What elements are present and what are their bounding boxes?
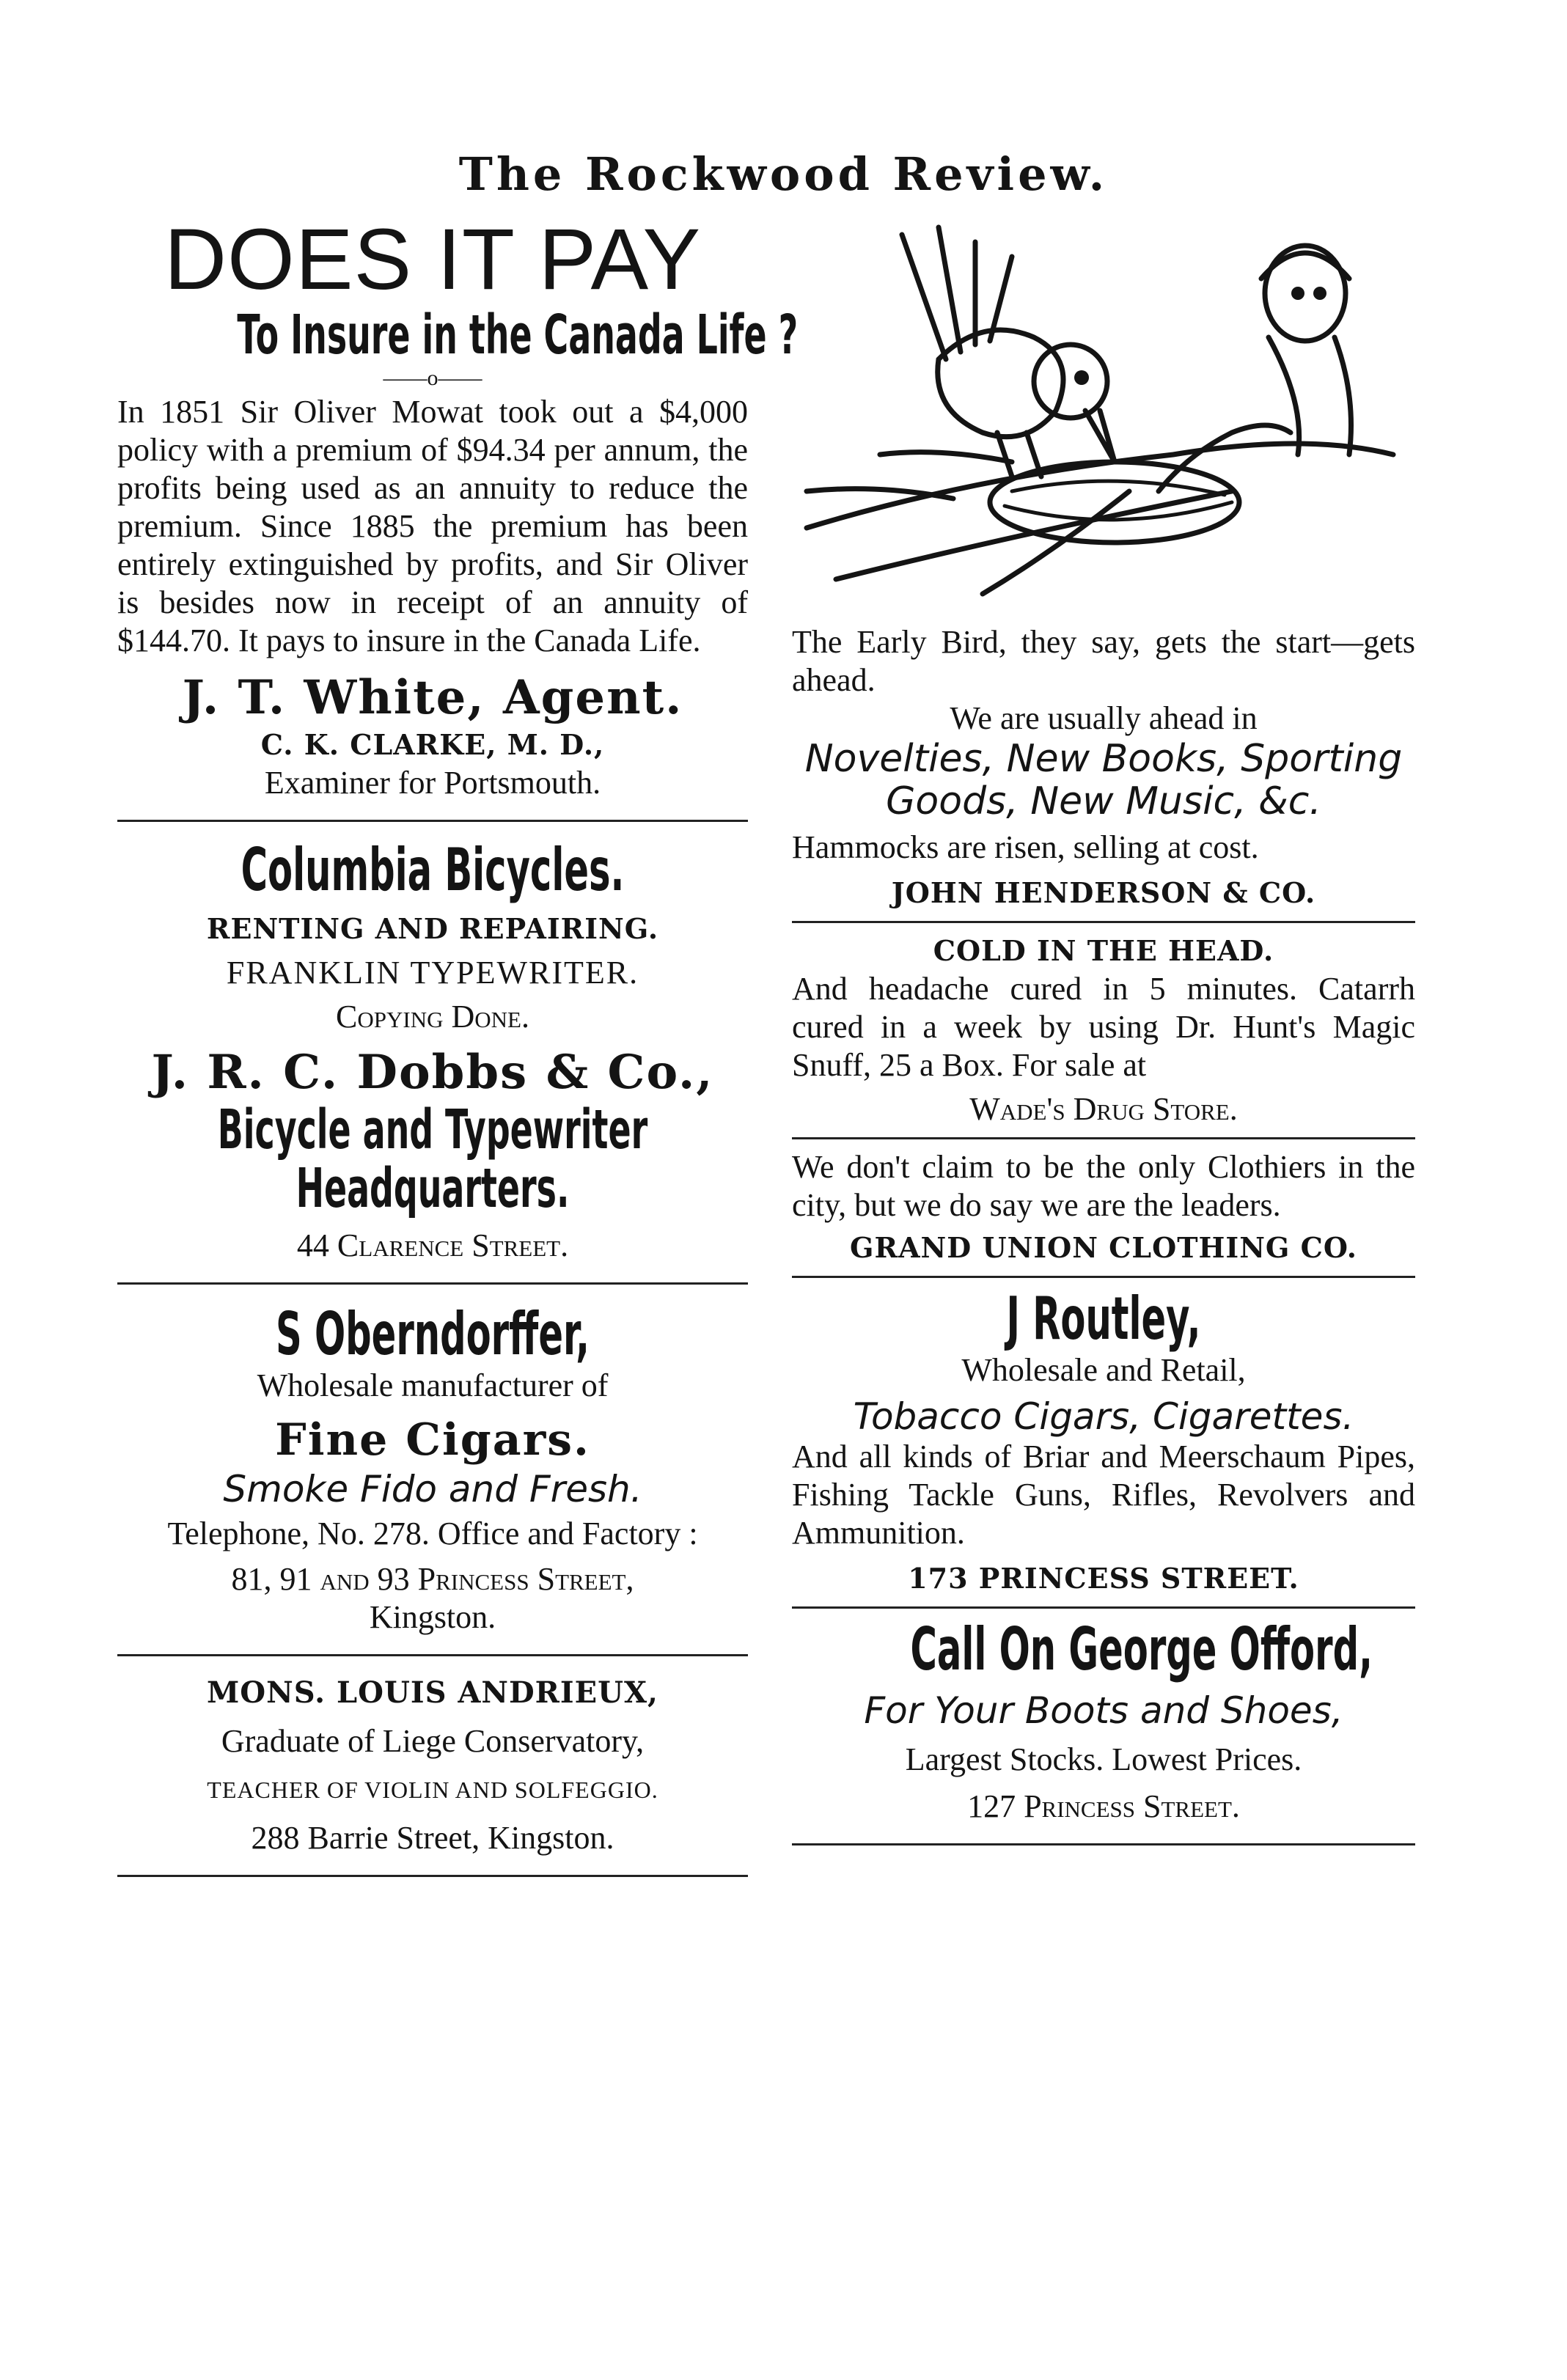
violin-line1: Graduate of Liege Conservatory, — [221, 1723, 645, 1759]
routley-body: And all kinds of Briar and Meerschaum Pipes, Fishing Tackle Guns, Rifles, Revolvers and Ammunition. — [792, 1439, 1415, 1551]
cigars-product: Fine Cigars. — [275, 1414, 590, 1466]
snuff-ad — [792, 932, 1415, 1128]
henderson-ad — [792, 623, 1415, 912]
clothing-firm: GRAND UNION CLOTHING CO. — [850, 1231, 1357, 1264]
divider-rule — [792, 1843, 1415, 1845]
offord-title: Call On George Offord, — [910, 1615, 1373, 1683]
henderson-italic: Novelties, New Books, Sporting Goods, New Music, &c. — [804, 737, 1403, 823]
right-column — [792, 213, 1415, 1863]
bicycles-line2: FRANKLIN TYPEWRITER. — [226, 955, 639, 991]
routley-ad — [792, 1287, 1415, 1598]
divider-rule — [792, 1137, 1415, 1139]
cigars-ad — [117, 1302, 748, 1637]
cigars-line1: Wholesale manufacturer of — [257, 1367, 609, 1403]
offord-ad — [792, 1617, 1415, 1826]
bicycles-firm: J. R. C. Dobbs & Co., — [151, 1045, 714, 1100]
canada-life-agent: J. T. White, Agent. — [182, 670, 683, 725]
page-header: The Rockwood Review. — [458, 147, 1109, 201]
canada-life-examiner-name: C. K. CLARKE, M. D., — [260, 728, 605, 761]
divider-rule — [792, 921, 1415, 923]
canada-life-ad — [117, 211, 799, 802]
violin-ad — [117, 1674, 748, 1857]
divider-rule — [117, 1875, 748, 1877]
clothing-body: We don't claim to be the only Clothiers in the city, but we do say we are the leaders. — [792, 1149, 1415, 1223]
bicycles-ad — [117, 836, 748, 1265]
offord-line1: Largest Stocks. Lowest Prices. — [905, 1741, 1302, 1777]
bicycles-hq: Bicycle and Typewriter Headquarters. — [217, 1101, 648, 1218]
offord-address: 127 Princess Street. — [967, 1788, 1240, 1824]
divider-rule — [117, 1654, 748, 1656]
routley-italic: Tobacco Cigars, Cigarettes. — [853, 1395, 1354, 1438]
offord-italic: For Your Boots and Shoes, — [864, 1689, 1343, 1732]
bicycles-line3: Copying Done. — [336, 999, 529, 1035]
canada-life-divider: ——o—— — [383, 366, 482, 390]
early-bird-illustration — [792, 213, 1415, 623]
henderson-line2: We are usually ahead in — [950, 700, 1258, 736]
divider-rule — [792, 1606, 1415, 1609]
violin-line2: TEACHER OF VIOLIN AND SOLFEGGIO. — [207, 1777, 658, 1803]
canada-life-subhead: To Insure in the Canada Life ? — [237, 304, 799, 367]
routley-title: J Routley, — [1006, 1285, 1201, 1353]
clothing-ad — [792, 1148, 1415, 1267]
divider-rule — [792, 1276, 1415, 1278]
bicycles-line1: RENTING AND REPAIRING. — [206, 912, 659, 945]
canada-life-body: In 1851 Sir Oliver Mowat took out a $4,000 policy with a premium of $94.34 per annum, the profits being used as an annuity to reduce the premium. Since 1885 the premium has been entirely extinguished by profits, and Sir Oliver is besides now in receipt of an annuity of $144.70. It pays to insure in the Canada Life. — [117, 394, 748, 658]
snuff-body: And headache cured in 5 minutes. Catarrh cured in a week by using Dr. Hunt's Magic Snuff, 25 a Box. For sale at — [792, 971, 1415, 1083]
canada-life-examiner-role: Examiner for Portsmouth. — [264, 765, 601, 801]
bicycles-title: Columbia Bicycles. — [241, 836, 625, 904]
routley-address: 173 PRINCESS STREET. — [908, 1562, 1299, 1595]
henderson-line3: Hammocks are risen, selling at cost. — [792, 829, 1259, 865]
henderson-line1: The Early Bird, they say, gets the start—gets ahead. — [792, 624, 1415, 698]
violin-name: MONS. LOUIS ANDRIEUX, — [207, 1675, 658, 1710]
snuff-store: Wade's Drug Store. — [969, 1091, 1238, 1127]
routley-line1: Wholesale and Retail, — [961, 1352, 1246, 1388]
left-column — [117, 211, 799, 1895]
divider-rule — [117, 820, 748, 822]
cigars-city: Kingston. — [369, 1599, 496, 1635]
cigars-phone: Telephone, No. 278. Office and Factory : — [167, 1516, 698, 1551]
violin-address: 288 Barrie Street, Kingston. — [251, 1820, 614, 1856]
divider-rule — [117, 1282, 748, 1285]
canada-life-headline: DOES IT PAY — [164, 211, 702, 308]
snuff-title: COLD IN THE HEAD. — [933, 934, 1274, 967]
cigars-address: 81, 91 and 93 Princess Street, — [231, 1561, 634, 1597]
henderson-firm: JOHN HENDERSON & CO. — [891, 876, 1316, 909]
cigars-slogan: Smoke Fido and Fresh. — [223, 1468, 642, 1510]
bicycles-address: 44 Clarence Street. — [296, 1227, 569, 1263]
cigars-title: S Oberndorffer, — [276, 1300, 590, 1368]
